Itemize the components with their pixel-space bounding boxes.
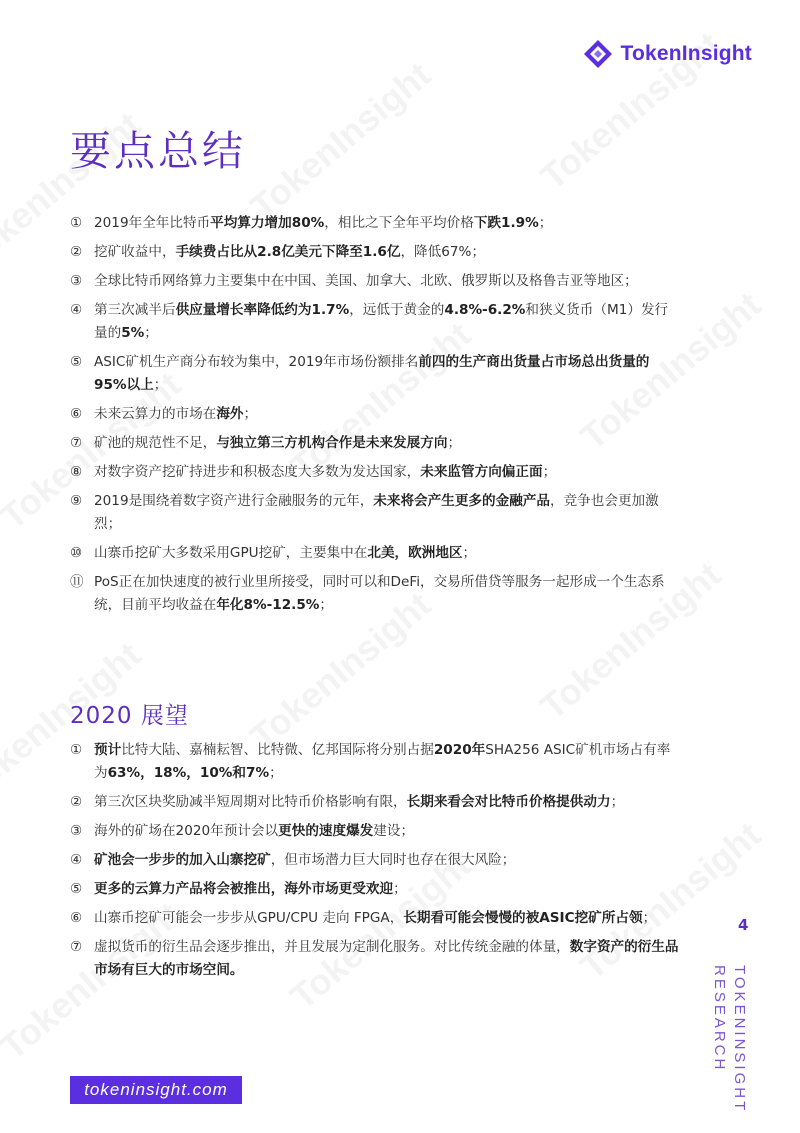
- body-text: 比特大陆、嘉楠耘智、比特微、亿邦国际将分别占据: [121, 742, 434, 758]
- list-number: ⑦: [70, 435, 83, 451]
- list-number: ⑤: [70, 881, 83, 897]
- summary-item: [70, 241, 680, 264]
- body-text: ；: [610, 794, 625, 810]
- list-number: ③: [70, 823, 83, 839]
- highlight-text: 年化8%-12.5%: [216, 597, 320, 613]
- body-text: ，远低于黄金的: [349, 302, 445, 318]
- summary-list: [70, 212, 680, 623]
- highlight-text: 供应量增长率降低约为1.7%: [175, 302, 350, 318]
- list-number: ⑩: [70, 545, 83, 561]
- summary-item: [70, 212, 680, 235]
- body-text: SHA256 ASIC矿机市场占有率为: [94, 742, 671, 781]
- body-text: 建设；: [373, 823, 415, 839]
- summary-item: [70, 270, 680, 293]
- summary-item: [70, 461, 680, 484]
- body-text: ；: [542, 464, 557, 480]
- body-text: ；: [144, 325, 158, 341]
- tokeninsight-logo: [582, 38, 752, 70]
- list-number: ⑤: [70, 354, 83, 370]
- list-number: ④: [70, 852, 83, 868]
- list-number: ②: [70, 244, 83, 260]
- list-number: ④: [70, 302, 83, 318]
- highlight-text: 平均算力增加80%: [210, 215, 325, 231]
- body-text: ；: [462, 545, 477, 561]
- body-text: ，降低67%；: [400, 244, 486, 260]
- page-number: 4: [738, 916, 749, 934]
- outlook-title: 2020 展望: [70, 703, 189, 729]
- tokeninsight-logo-icon: [582, 38, 614, 70]
- highlight-text: 前四的生产商出货量占市场总出货量的95%以上: [94, 354, 650, 393]
- logo-text: TokenInsight: [620, 42, 752, 65]
- footer-url-link[interactable]: tokeninsight.com: [70, 1076, 242, 1104]
- body-text: ；: [269, 765, 283, 781]
- highlight-text: 5%: [121, 325, 145, 341]
- summary-item: [70, 490, 680, 536]
- list-number: ⑨: [70, 493, 83, 509]
- body-text: ASIC矿机生产商分布较为集中，2019年市场份额排名: [94, 354, 419, 370]
- body-text: 山寨币挖矿可能会一步步从GPU/CPU 走向 FPGA，: [94, 910, 404, 926]
- body-text: PoS正在加快速度的被行业里所接受，同时可以和DeFi，交易所借贷等服务一起形成一个生态系统，目前平均收益在: [94, 574, 665, 613]
- list-number: ⑥: [70, 910, 83, 926]
- body-text: 海外的矿场在2020年预计会以: [94, 823, 279, 839]
- highlight-text: 未来将会产生更多的金融产品: [373, 493, 550, 509]
- outlook-item: [70, 936, 680, 982]
- watermark-text: [242, 54, 439, 228]
- body-text: 矿池的规范性不足，: [94, 435, 217, 451]
- highlight-text: 2020年: [433, 742, 486, 758]
- summary-item: [70, 351, 680, 397]
- highlight-text: 数字资产的衍生品市场有巨大的市场空间。: [94, 939, 679, 978]
- highlight-text: 长期来看会对比特币价格提供动力: [406, 794, 611, 810]
- body-text: ；: [153, 377, 168, 393]
- outlook-item: [70, 739, 680, 785]
- body-text: 山寨币挖矿大多数采用GPU挖矿，主要集中在: [94, 545, 368, 561]
- list-number: ③: [70, 273, 83, 289]
- outlook-item: [70, 791, 680, 814]
- body-text: ，但市场潜力巨大同时也存在很大风险；: [270, 852, 516, 868]
- body-text: 第三次减半后: [94, 302, 176, 318]
- summary-item: [70, 432, 680, 455]
- outlook-list: [70, 739, 680, 988]
- highlight-text: 更多的云算力产品将会被推出，海外市场更受欢迎: [94, 881, 394, 897]
- list-number: ⑥: [70, 406, 83, 422]
- body-text: 第三次区块奖励减半短周期对比特币价格影响有限，: [94, 794, 407, 810]
- highlight-text: 下跌1.9%: [473, 215, 539, 231]
- body-text: ，竞争也会更加激烈；: [94, 493, 659, 532]
- highlight-text: 4.8%-6.2%: [444, 302, 526, 318]
- highlight-text: 手续费占比从2.8亿美元下降至1.6亿: [175, 244, 401, 260]
- highlight-text: 长期看可能会慢慢的被ASIC挖矿所占领: [403, 910, 643, 926]
- list-number: ⑪: [70, 574, 84, 590]
- highlight-text: 未来监管方向偏正面: [420, 464, 543, 480]
- body-text: ；: [393, 881, 407, 897]
- body-text: ；: [243, 406, 258, 422]
- body-text: ；: [538, 215, 553, 231]
- body-text: 虚拟货币的衍生品会逐步推出，并且发展为定制化服务。对比传统金融的体量，: [94, 939, 570, 955]
- summary-item: [70, 571, 680, 617]
- outlook-item: [70, 907, 680, 930]
- page-title: 要点总结: [70, 127, 246, 175]
- body-text: ，相比之下全年平均价格: [324, 215, 474, 231]
- summary-item: [70, 299, 680, 345]
- body-text: 未来云算力的市场在: [94, 406, 217, 422]
- list-number: ⑦: [70, 939, 83, 955]
- body-text: 全球比特币网络算力主要集中在中国、美国、加拿大、北欧、俄罗斯以及格鲁吉亚等地区；: [94, 273, 638, 289]
- highlight-text: 更快的速度爆发: [278, 823, 374, 839]
- body-text: 2019是围绕着数字资产进行金融服务的元年，: [94, 493, 374, 509]
- body-text: 和狭义货币（M1）发行量的: [94, 302, 669, 341]
- vertical-brand-line1: TOKENINSIGHT: [731, 965, 748, 1114]
- list-number: ①: [70, 742, 83, 758]
- highlight-text: 63%，18%，10%和7%: [107, 765, 270, 781]
- highlight-text: 与独立第三方机构合作是未来发展方向: [216, 435, 448, 451]
- summary-item: [70, 542, 680, 565]
- body-text: ；: [447, 435, 462, 451]
- highlight-text: 北美，欧洲地区: [367, 545, 463, 561]
- list-number: ②: [70, 794, 83, 810]
- list-number: ⑧: [70, 464, 83, 480]
- body-text: 挖矿收益中，: [94, 244, 176, 260]
- list-number: ①: [70, 215, 83, 231]
- outlook-item: [70, 820, 680, 843]
- highlight-text: 海外: [216, 406, 244, 422]
- body-text: ；: [642, 910, 657, 926]
- body-text: 2019年全年比特币: [94, 215, 211, 231]
- body-text: 对数字资产挖矿持进步和积极态度大多数为发达国家，: [94, 464, 421, 480]
- highlight-text: 矿池会一步步的加入山寨挖矿: [94, 852, 271, 868]
- highlight-text: 预计: [94, 742, 122, 758]
- outlook-item: [70, 878, 680, 901]
- vertical-brand-line2: RESEARCH: [711, 965, 728, 1073]
- summary-item: [70, 403, 680, 426]
- body-text: ；: [319, 597, 334, 613]
- outlook-item: [70, 849, 680, 872]
